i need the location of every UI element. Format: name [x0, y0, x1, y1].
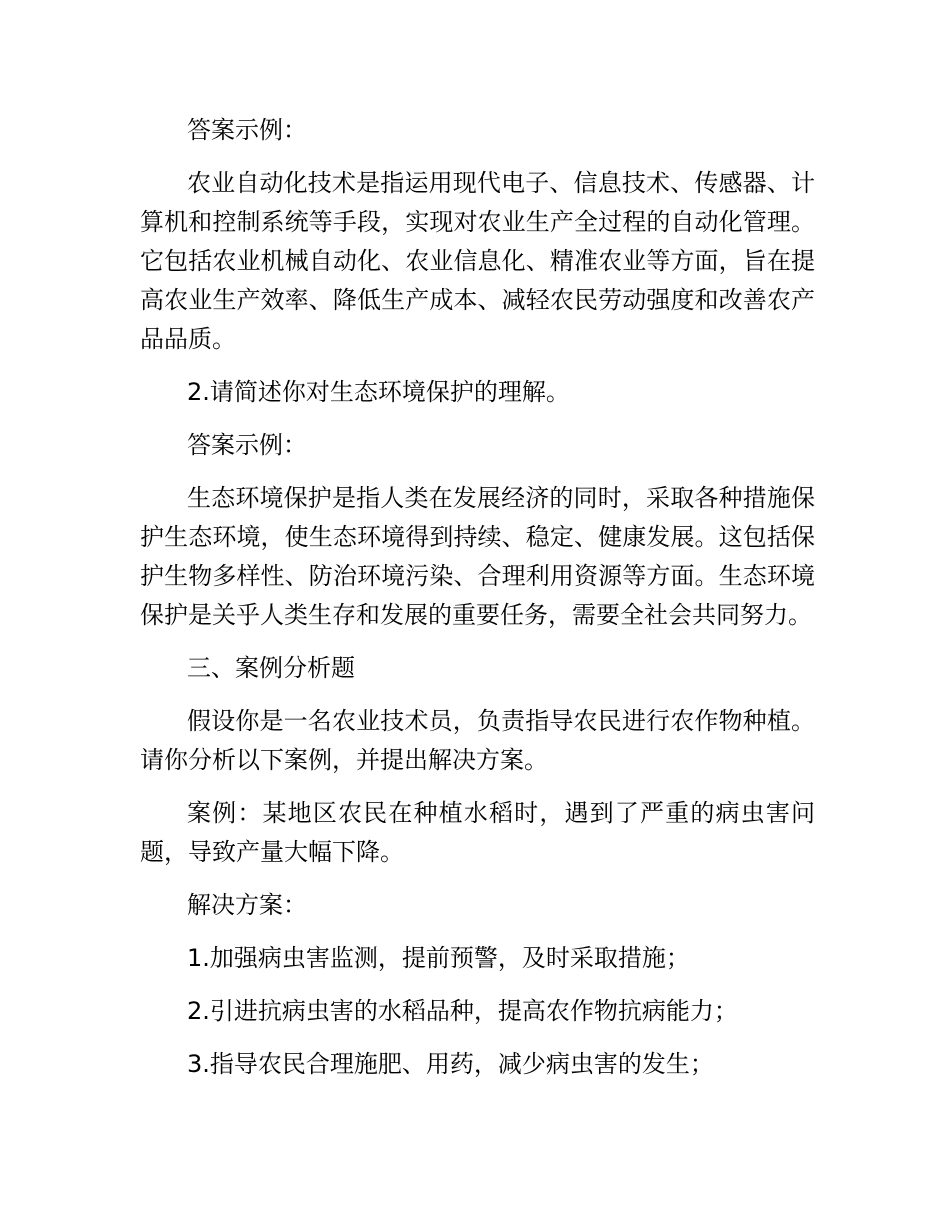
document-body	[140, 111, 815, 1098]
solution-item-2: 2.引进抗病虫害的水稻品种，提高农作物抗病能力；	[187, 997, 738, 1025]
case-scenario: 假设你是一名农业技术员，负责指导农民进行农作物种植。请你分析以下案例，并提出解决方案。	[140, 707, 815, 774]
question-2: 2.请简述你对生态环境保护的理解。	[187, 378, 570, 406]
answer-example-label: 答案示例：	[187, 116, 307, 144]
case-description: 案例：某地区农民在种植水稻时，遇到了严重的病虫害问题，导致产量大幅下降。	[140, 799, 815, 866]
section-heading-case-analysis: 三、案例分析题	[187, 654, 355, 682]
agri-automation-answer: 农业自动化技术是指运用现代电子、信息技术、传感器、计算机和控制系统等手段，实现对农业生产全过程的自动化管理。它包括农业机械自动化、农业信息化、精准农业等方面，旨在提高农业生产效率、降低生产成本、减轻农民劳动强度和改善农产品品质。	[140, 169, 815, 353]
answer-example-label: 答案示例：	[187, 431, 307, 459]
solution-item-1: 1.加强病虫害监测，提前预警，及时采取措施；	[187, 944, 690, 972]
solution-label: 解决方案：	[187, 891, 307, 919]
solution-item-3: 3.指导农民合理施肥、用药，减少病虫害的发生；	[187, 1050, 714, 1078]
eco-protection-answer: 生态环境保护是指人类在发展经济的同时，采取各种措施保护生态环境，使生态环境得到持续、稳定、健康发展。这包括保护生物多样性、防治环境污染、合理利用资源等方面。生态环境保护是关乎人类生存和发展的重要任务，需要全社会共同努力。	[140, 484, 815, 629]
